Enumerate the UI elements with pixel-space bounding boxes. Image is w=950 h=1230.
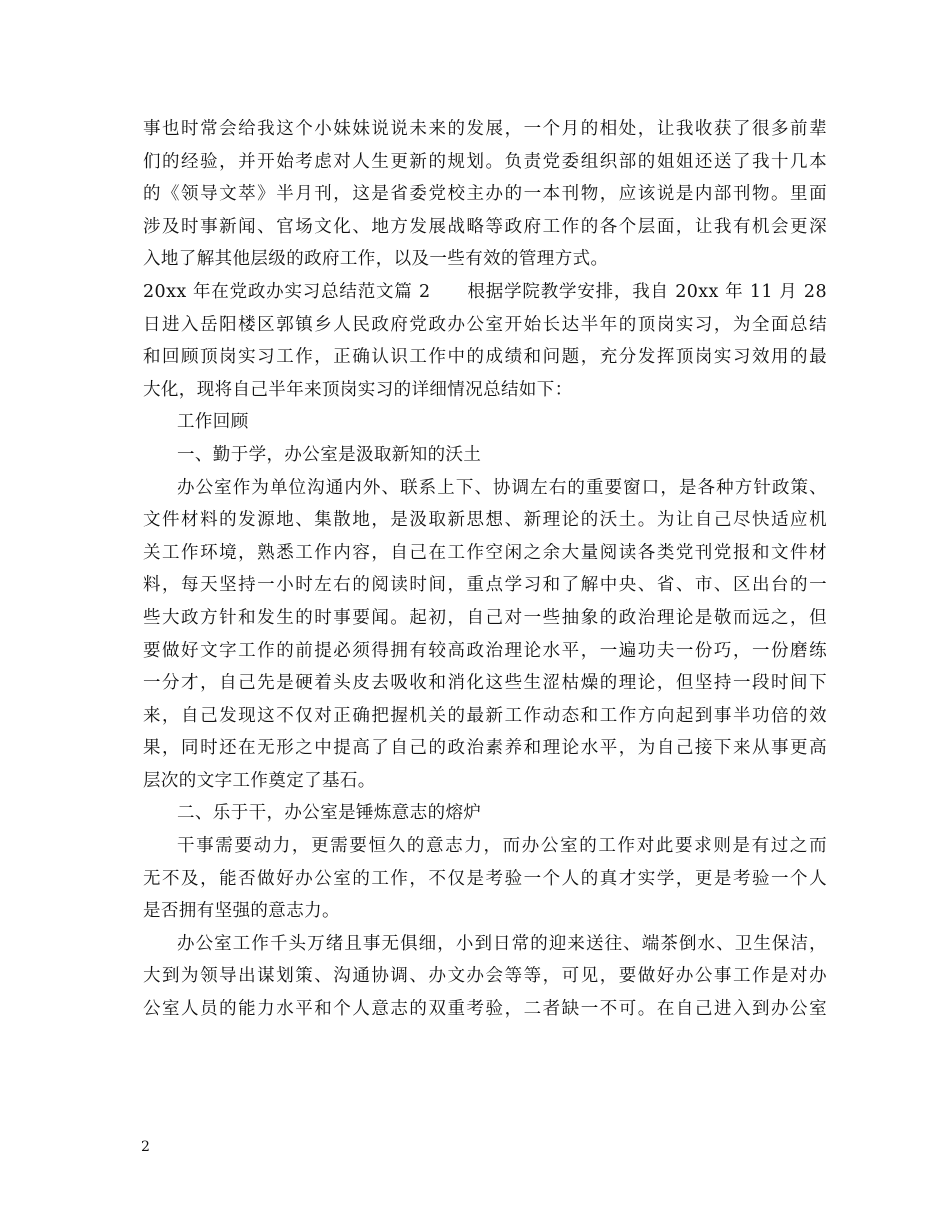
text-line: 们的经验，并开始考虑对人生更新的规划。负责党委组织部的姐姐还送了我十几本 xyxy=(143,151,827,172)
text-line: 来，自己发现这不仅对正确把握机关的最新工作动态和工作方向起到事半功倍的效 xyxy=(143,705,827,726)
text-line: 层次的文字工作奠定了基石。 xyxy=(143,770,376,791)
text-line: 无不及，能否做好办公室的工作，不仅是考验一个人的真才实学，更是考验一个人 xyxy=(143,868,827,889)
text-line: 大到为领导出谋划策、沟通协调、办文办会等等，可见，要做好办公事工作是对办 xyxy=(143,966,827,987)
text-line: 办公室工作千头万绪且事无俱细，小到日常的迎来送往、端茶倒水、卫生保洁， xyxy=(177,933,827,954)
text-line: 涉及时事新闻、官场文化、地方发展战略等政府工作的各个层面，让我有机会更深 xyxy=(143,216,827,237)
heading-section-one: 一、勤于学，办公室是汲取新知的沃土 xyxy=(177,444,482,465)
text-line: 关工作环境，熟悉工作内容，自己在工作空闲之余大量阅读各类党刊党报和文件材 xyxy=(143,542,827,563)
text-line: 公室人员的能力水平和个人意志的双重考验，二者缺一不可。在自己进入到办公室 xyxy=(143,999,827,1020)
text-line: 果，同时还在无形之中提高了自己的政治素养和理论水平，为自己接下来从事更高 xyxy=(143,738,827,759)
text-line: 入地了解其他层级的政府工作，以及一些有效的管理方式。 xyxy=(143,249,609,270)
text-line: 是否拥有坚强的意志力。 xyxy=(143,901,340,922)
text-line: 日进入岳阳楼区郭镇乡人民政府党政办公室开始长达半年的顶岗实习，为全面总结 xyxy=(143,314,827,335)
page-number: 2 xyxy=(141,1139,150,1155)
text-line: 干事需要动力，更需要恒久的意志力，而办公室的工作对此要求则是有过之而 xyxy=(177,836,827,857)
text-line: 料，每天坚持一小时左右的阅读时间，重点学习和了解中央、省、市、区出台的一 xyxy=(143,575,827,596)
text-line: 办公室作为单位沟通内外、联系上下、协调左右的重要窗口，是各种方针政策、 xyxy=(177,477,827,498)
section-title-line: 20xx 年在党政办实习总结范文篇 2 根据学院教学安排，我自 20xx 年 11 月 28 xyxy=(143,281,827,302)
heading-section-two: 二、乐于干，办公室是锤炼意志的熔炉 xyxy=(177,803,482,824)
heading-work-review: 工作回顾 xyxy=(177,412,249,433)
text-line: 事也时常会给我这个小妹妹说说未来的发展，一个月的相处，让我收获了很多前辈 xyxy=(143,119,827,139)
text-line: 些大政方针和发生的时事要闻。起初，自己对一些抽象的政治理论是敬而远之，但 xyxy=(143,607,827,628)
document-body xyxy=(143,113,827,1026)
text-line: 的《领导文萃》半月刊，这是省委党校主办的一本刊物，应该说是内部刊物。里面 xyxy=(143,184,827,205)
text-line: 和回顾顶岗实习工作，正确认识工作中的成绩和问题，充分发挥顶岗实习效用的最 xyxy=(143,347,827,368)
text-line: 一分才，自己先是硬着头皮去吸收和消化这些生涩枯燥的理论，但坚持一段时间下 xyxy=(143,673,827,694)
text-line: 大化，现将自己半年来顶岗实习的详细情况总结如下： xyxy=(143,379,573,400)
text-line: 要做好文字工作的前提必须得拥有较高政治理论水平，一遍功夫一份巧，一份磨练 xyxy=(143,640,827,661)
text-line: 文件材料的发源地、集散地，是汲取新思想、新理论的沃土。为让自己尽快适应机 xyxy=(143,510,827,531)
